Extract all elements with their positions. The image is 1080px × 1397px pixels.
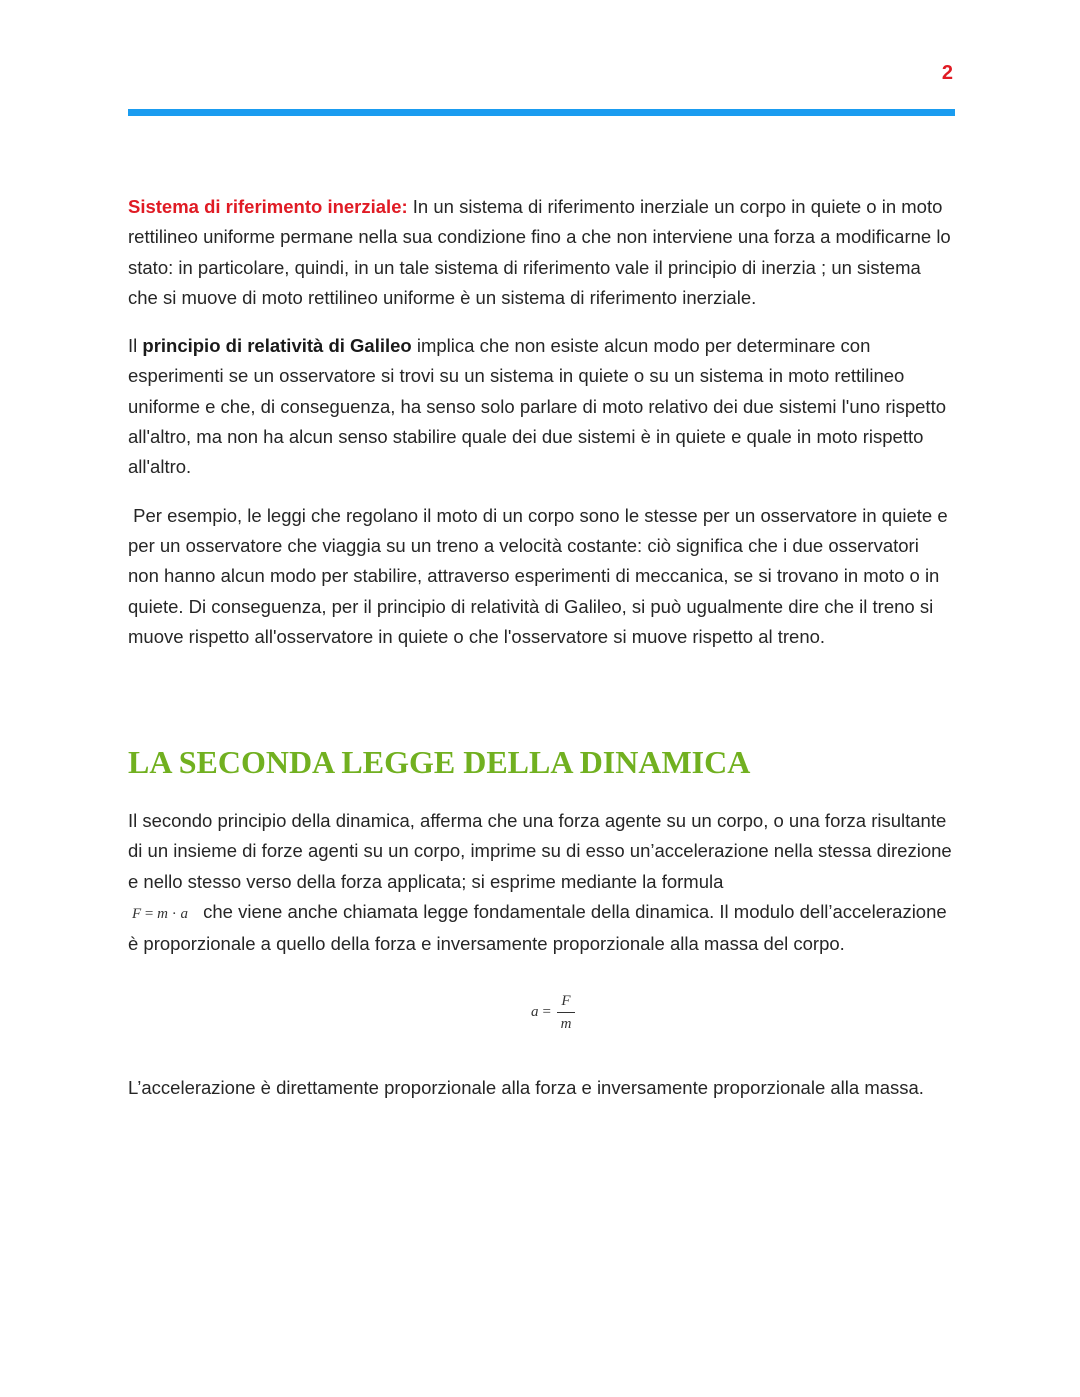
inline-formula-newton bbox=[132, 906, 188, 922]
display-formula-equals: = bbox=[542, 1003, 551, 1020]
second-law-after-formula: che viene anche chiamata legge fondamentale della dinamica. Il modulo dell’accelerazione è proporzionale a quello della forza e inversamente proporzionale alla massa del corpo. bbox=[128, 901, 947, 955]
galileo-text: implica che non esiste alcun modo per determinare con esperimenti se un osservatore si trovi su un sistema in quiete o su un sistema in moto rettilineo uniforme e che, di conseguenza, ha senso solo parlare di moto relativo dei due sistemi l'uno rispetto all'altro, ma non ha alcun senso stabilire quale dei due sistemi è in quiete e quale in moto rispetto all'altro. bbox=[128, 335, 946, 478]
display-formula-fraction bbox=[557, 992, 575, 1033]
display-formula-lhs: a bbox=[531, 1003, 539, 1020]
paragraph-example: Per esempio, le leggi che regolano il moto di un corpo sono le stesse per un osservatore in quiete e per un osservatore che viaggia su un treno a velocità costante: ciò significa che i due osservatori non hanno alcun modo per stabilire, attraverso esperimenti di meccanica, se si trovano in moto o in quiete. Di conseguenza, per il principio di relatività di Galileo, si può ugualmente dire che il treno si muove rispetto all'osservatore in quiete o che l'osservatore si muove rispetto al treno. bbox=[128, 504, 953, 647]
second-law-intro: Il secondo principio della dinamica, afferma che una forza agente su un corpo, o una forza risultante di un insieme di forze agenti su un corpo, imprime su di esso un’accelerazione nella stessa direzione e nello stesso verso della forza applicata; si esprime mediante la formula bbox=[128, 810, 952, 892]
paragraph-conclusion: L’accelerazione è direttamente proporzionale alla forza e inversamente proporzionale alla massa. bbox=[128, 1076, 924, 1098]
page-number: 2 bbox=[941, 62, 953, 84]
term-galileo-relativity: principio di relatività di Galileo bbox=[142, 335, 412, 357]
document-body bbox=[128, 192, 954, 1121]
galileo-prefix: Il bbox=[128, 335, 143, 357]
formula-dot: · bbox=[171, 906, 177, 923]
display-formula-denominator: m bbox=[560, 1015, 572, 1032]
display-formula-acceleration bbox=[128, 992, 954, 1033]
paragraph-second-law bbox=[128, 806, 954, 959]
paragraph-inertial-frame bbox=[128, 192, 954, 313]
paragraph-galileo-relativity bbox=[128, 331, 954, 482]
inertial-frame-text: In un sistema di riferimento inerziale un corpo in quiete o in moto rettilineo uniforme permane nella sua condizione fino a che non interviene una forza a modificarne lo stato: in particolare, quindi, in un tale sistema di riferimento vale il principio di inerzia ; un sistema che si muove di moto rettilineo uniforme è un sistema di riferimento inerziale. bbox=[128, 196, 951, 308]
formula-a: a bbox=[180, 906, 188, 923]
formula-f: F bbox=[132, 906, 142, 923]
term-inertial-frame: Sistema di riferimento inerziale: bbox=[128, 196, 408, 217]
header-rule bbox=[128, 109, 955, 116]
formula-m: m bbox=[157, 906, 168, 923]
section-heading-second-law: LA SECONDA LEGGE DELLA DINAMICA bbox=[128, 744, 751, 781]
formula-equals: = bbox=[144, 906, 154, 923]
display-formula-numerator: F bbox=[561, 992, 571, 1009]
fraction-bar bbox=[557, 1012, 575, 1013]
